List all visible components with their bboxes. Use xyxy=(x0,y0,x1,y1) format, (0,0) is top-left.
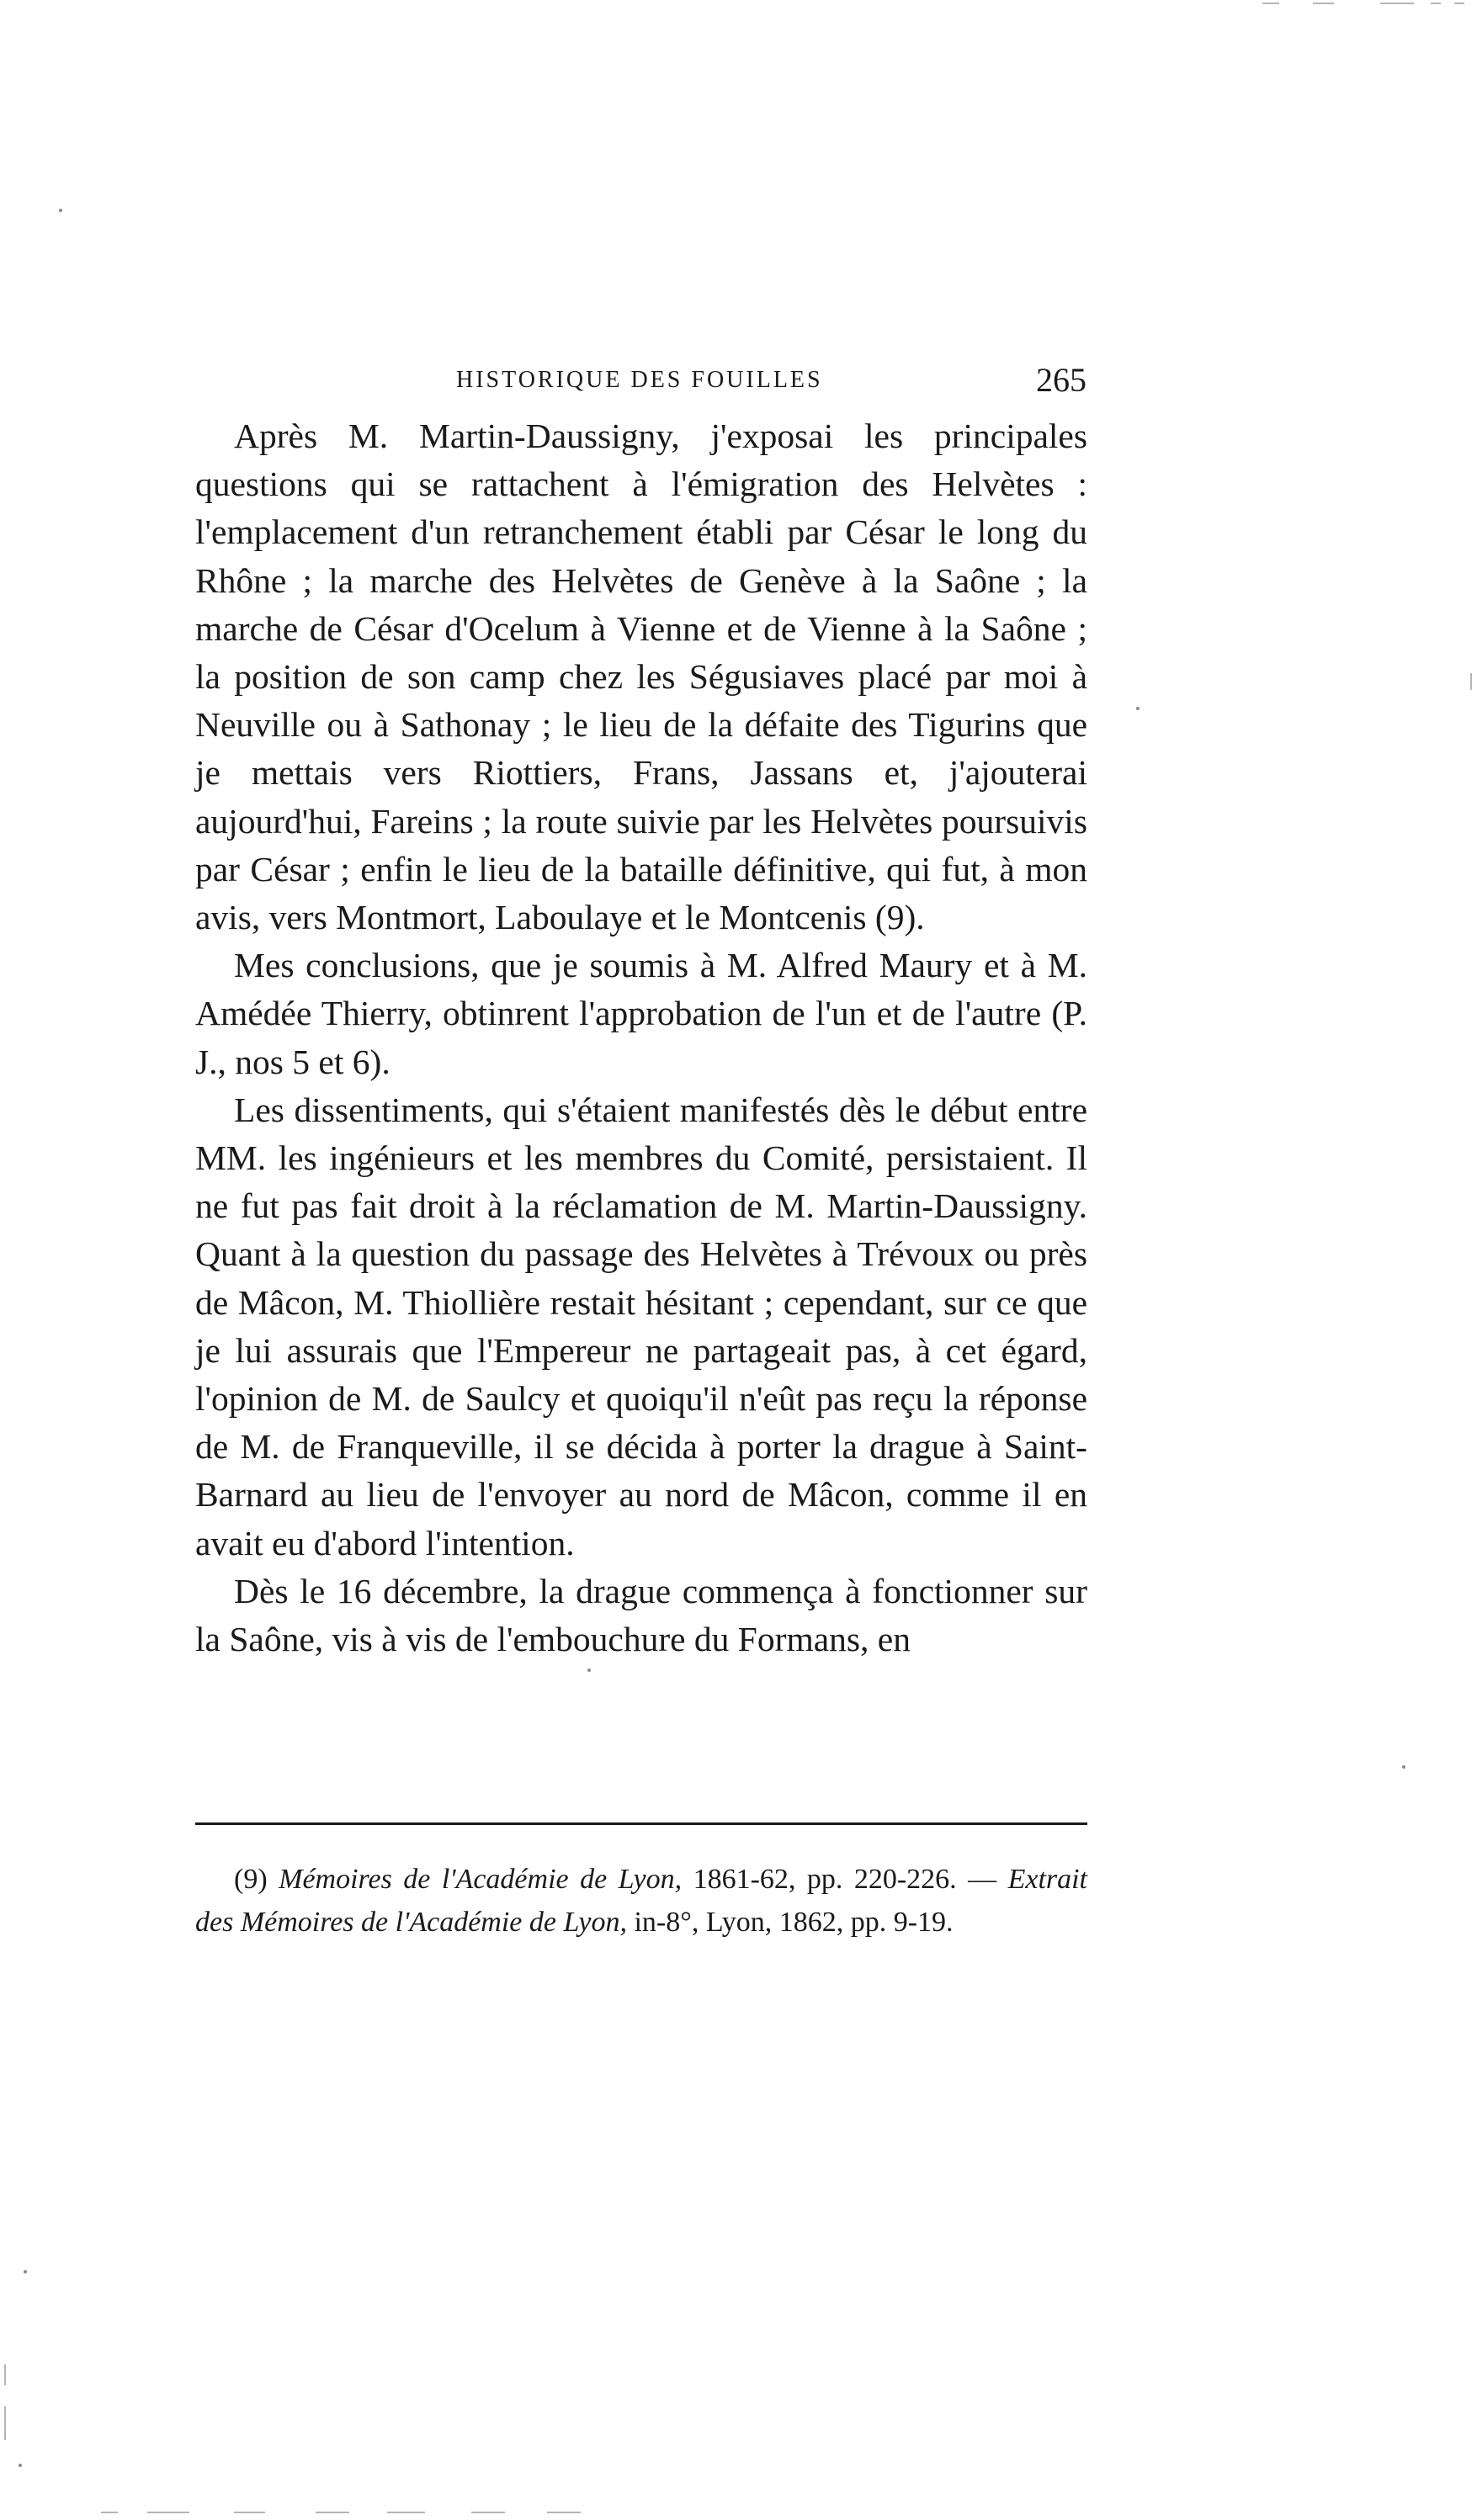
footnote-ref-title: Extrait des Mémoires de l'Académie de Lyon, xyxy=(195,1864,1088,1938)
page-number: 265 xyxy=(1036,361,1086,399)
footnote-ref-details: 1861-62, pp. 220-226. — xyxy=(693,1864,997,1895)
footnote-rule xyxy=(195,1822,1087,1825)
paragraph: Après M. Martin-Daussigny, j'exposai les principales questions qui se rattachent à l'émigration des Helvètes : l'emplacement d'un retranchement établi par César le long du Rhône ; la marche des Helvètes de Genève à la Saône ; la marche de César d'Ocelum à Vienne et de Vienne à la Saône ; la position de son camp chez les Ségusiaves placé par moi à Neuville ou à Sathonay ; le lieu de la défaite des Tigurins que je mettais vers Riottiers, Frans, Jassans et, j'ajouterai aujourd'hui, Fareins ; la route suivie par les Helvètes poursuivis par César ; enfin le lieu de la bataille définitive, qui fut, à mon avis, vers Montmort, Laboulaye et le Montcenis (9). xyxy=(195,416,1087,937)
paragraph: Dès le 16 décembre, la drague commença à fonctionner sur la Saône, vis à vis de l'embouchure du Formans, en xyxy=(195,1571,1087,1659)
footnote-number: (9) xyxy=(234,1864,268,1895)
paragraph: Les dissentiments, qui s'étaient manifestés dès le début entre MM. les ingénieurs et les membres du Comité, persistaient. Il ne fut pas fait droit à la réclamation de M. Martin-Daussigny. Quant à la question du passage des Helvètes à Trévoux ou près de Mâcon, M. Thiollière restait hésitant ; cependant, sur ce que je lui assurais que l'Empereur ne partageait pas, à cet égard, l'opinion de M. de Saulcy et quoiqu'il n'eût pas reçu la réponse de M. de Franqueville, il se décida à porter la drague à Saint-Barnard au lieu de l'envoyer au nord de Mâcon, comme il en avait eu d'abord l'intention. xyxy=(195,1090,1087,1562)
footnote-ref-title: Mémoires de l'Académie de Lyon, xyxy=(279,1864,683,1895)
footnote xyxy=(195,1858,1087,1944)
footnote-ref-details: in-8°, Lyon, 1862, pp. 9-19. xyxy=(634,1907,954,1938)
body-text xyxy=(195,412,1087,1663)
running-title: HISTORIQUE DES FOUILLES xyxy=(456,367,823,393)
running-head xyxy=(456,360,1086,402)
paragraph: Mes conclusions, que je soumis à M. Alfred Maury et à M. Amédée Thierry, obtinrent l'approbation de l'un et de l'autre (P. J., nos 5 et 6). xyxy=(195,946,1087,1081)
